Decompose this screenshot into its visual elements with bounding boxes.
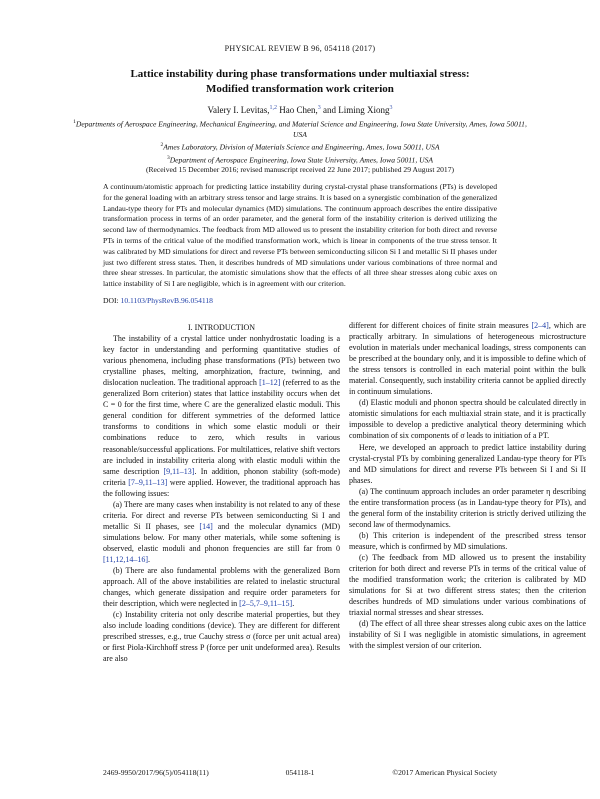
affiliations bbox=[70, 117, 530, 166]
paragraph: Here, we developed an approach to predict lattice instability during crystal-crystal PTs by combining generalized Landau-type theory for PTs and MD simulations for direct and reverse PTs between Si I and Si II phases. bbox=[349, 442, 586, 485]
author-affil-mark[interactable]: 3 bbox=[317, 105, 321, 111]
citation-link[interactable]: [9,11–13] bbox=[163, 466, 195, 476]
footer-copyright: ©2017 American Physical Society bbox=[392, 768, 497, 777]
paragraph: (c) The feedback from MD allowed us to present the instability criterion for both direct and reverse PTs in terms of the critical value of the modified transformation work; the criterion is calibrated by MD simulations for Si at two different stress states; then the criterion describes hundreds of MD simulations under various combinations of triaxial normal stresses and shear stresses. bbox=[349, 552, 586, 618]
running-head: PHYSICAL REVIEW B 96, 054118 (2017) bbox=[224, 44, 376, 53]
paragraph: (d) Elastic moduli and phonon spectra should be calculated directly in atomistic simulations for each multiaxial strain state, and it is practically impossible to develop a predictive analytical theory determining which combination of six components of σ leads to initiation of a PT. bbox=[349, 398, 586, 441]
footer-issn: 2469-9950/2017/96(5)/054118(11) bbox=[103, 768, 209, 777]
received-dates: (Received 15 December 2016; revised manuscript received 22 June 2017; published 29 August 2017) bbox=[145, 165, 455, 174]
paragraph: The instability of a crystal lattice under nonhydrostatic loading is a key factor in understanding and performing quantitative studies of various phenomena, including phase transformations (PTs) between two crystalline phases, melting, amorphization, fracture, twinning, and dislocation nucleation. The traditional approach [1–12] (referred to as the generalized Born criterion) states that lattice instability occurs when det C = 0 for the first time, where C are the generalized elastic moduli. This general condition for different symmetries of the deformed lattice transforms to conditions in which some elastic moduli or their combinations reduce to zero, which results in various reasonable/successful applications. For multilattices, relative shift vectors are included in instability criteria along with elastic moduli within the same description [9,11–13]. In addition, phonon stability (soft-mode) criteria [7–9,11–13] were applied. However, the traditional approach has the following issues: bbox=[103, 334, 340, 498]
paragraph: (a) The continuum approach includes an order parameter η describing the entire transformation process (as in Landau-type theory for PTs), and the general form of the instability criterion is strictly derived utilizing the second law of thermodynamics. bbox=[349, 486, 586, 529]
paragraph: (d) The effect of all three shear stresses along cubic axes on the lattice instability of Si I was negligible in atomistic simulations, in agreement with the simplest version of our criterion. bbox=[349, 619, 586, 651]
author-name: Hao Chen, bbox=[276, 105, 318, 115]
paragraph: (b) There are also fundamental problems with the generalized Born approach. All of the above instabilities are related to inelastic structural changes, which generate dissipation and require order parameters for their description, which were neglected in [2–5,7–9,11–15]. bbox=[103, 566, 340, 609]
citation-link[interactable]: [2–5,7–9,11–15] bbox=[239, 599, 293, 609]
citation-link[interactable]: [2–4] bbox=[531, 321, 549, 330]
author-affil-mark[interactable]: 3 bbox=[389, 105, 393, 111]
paragraph: (a) There are many cases when instability is not related to any of these criteria. For direct and reverse PTs between semiconducting Si I and metallic Si II phases, see [14] and the molecular dynamics (MD) simulations below. For many other materials, while some softening is observed, elastic moduli and phonon frequencies are still far from 0 [11,12,14–16]. bbox=[103, 499, 341, 564]
title-line-2: Modified transformation work criterion bbox=[206, 83, 394, 95]
doi-line bbox=[103, 296, 213, 305]
doi-link[interactable]: 10.1103/PhysRevB.96.054118 bbox=[120, 296, 213, 305]
citation-link[interactable]: [14] bbox=[199, 521, 213, 531]
author-affil-mark[interactable]: 1,2 bbox=[269, 105, 277, 111]
footer-page-number: 054118-1 bbox=[285, 768, 315, 777]
affiliation: $^3$Department of Aerospace Engineering, Iowa State University, Ames, Iowa 50011, USA bbox=[166, 155, 434, 165]
author-name: and Liming Xiong bbox=[320, 105, 390, 115]
citation-link[interactable]: [7–9,11–13] bbox=[128, 477, 168, 487]
paragraph: different for different choices of finite strain measures [2–4], which are practically arbitrary. In simulations of heterogeneous microstructure evolution in materials under mechanical loadings, stress components can be prescribed at the boundary only, and it is impossible to define which of the stress tensors is controlled in each material point within the bulk material. Consequently, such instability criteria cannot be applied directly in continuum simulations. bbox=[349, 321, 586, 397]
abstract: A continuum/atomistic approach for predicting lattice instability during crystal-crystal phase transformations (PTs) is developed for the general loading with an arbitrary stress tensor and large strains. It is based on a synergistic combination of the generalized Landau-type theory for PTs and molecular dynamics (MD) simulations. The continuum approach describes the entire dissipative transformation process in terms of an order parameter, and the general form of the instability criterion is derived utilizing the second law of thermodynamics. The feedback from MD allowed us to present the instability criterion for both direct and reverse PTs in terms of the critical value of the modified transformation work, which is linear in components of the true stress tensor. It was calibrated by MD simulations for direct and reverse PTs between semiconducting silicon Si I and metallic Si II phases under just two different stress states. Then, it describes hundreds of MD simulations under various combinations of three normal and three shear stresses. In particular, the atomistic simulations show that the effects of all three shear stresses along cubic axes on lattice instability of Si I are negligible, which is in agreement with our criterion. bbox=[103, 182, 497, 289]
doi-label: DOI: bbox=[103, 296, 121, 305]
citation-link[interactable]: [11,12,14–16] bbox=[103, 554, 149, 564]
citation-link[interactable]: [1–12] bbox=[259, 378, 281, 388]
author-list bbox=[0, 105, 600, 115]
title-line-1: Lattice instability during phase transformations under multiaxial stress: bbox=[130, 68, 470, 80]
paragraph: (c) Instability criteria not only describe material properties, but they also include loading conditions (device). They are different for different prescribed stresses, e.g., true Cauchy stress σ (force per unit actual area) or first Piola-Kirchhoff stress P (force per unit undeformed area). Results are also bbox=[103, 610, 340, 664]
affiliation: $^1$Departments of Aerospace Engineering, Mechanical Engineering, and Material Science and Engineering, Iowa State University, Ames, Iowa 50011, USA bbox=[73, 119, 527, 139]
right-column bbox=[349, 320, 586, 651]
author-name: Valery I. Levitas, bbox=[207, 105, 270, 115]
section-heading: I. INTRODUCTION bbox=[187, 323, 256, 332]
left-column bbox=[103, 322, 340, 664]
paragraph: (b) This criterion is independent of the prescribed stress tensor measure, which is confirmed by MD simulations. bbox=[349, 530, 586, 551]
affiliation: $^2$Ames Laboratory, Division of Materials Science and Engineering, Ames, Iowa 50011, USA bbox=[160, 142, 440, 152]
article-title bbox=[60, 67, 540, 97]
